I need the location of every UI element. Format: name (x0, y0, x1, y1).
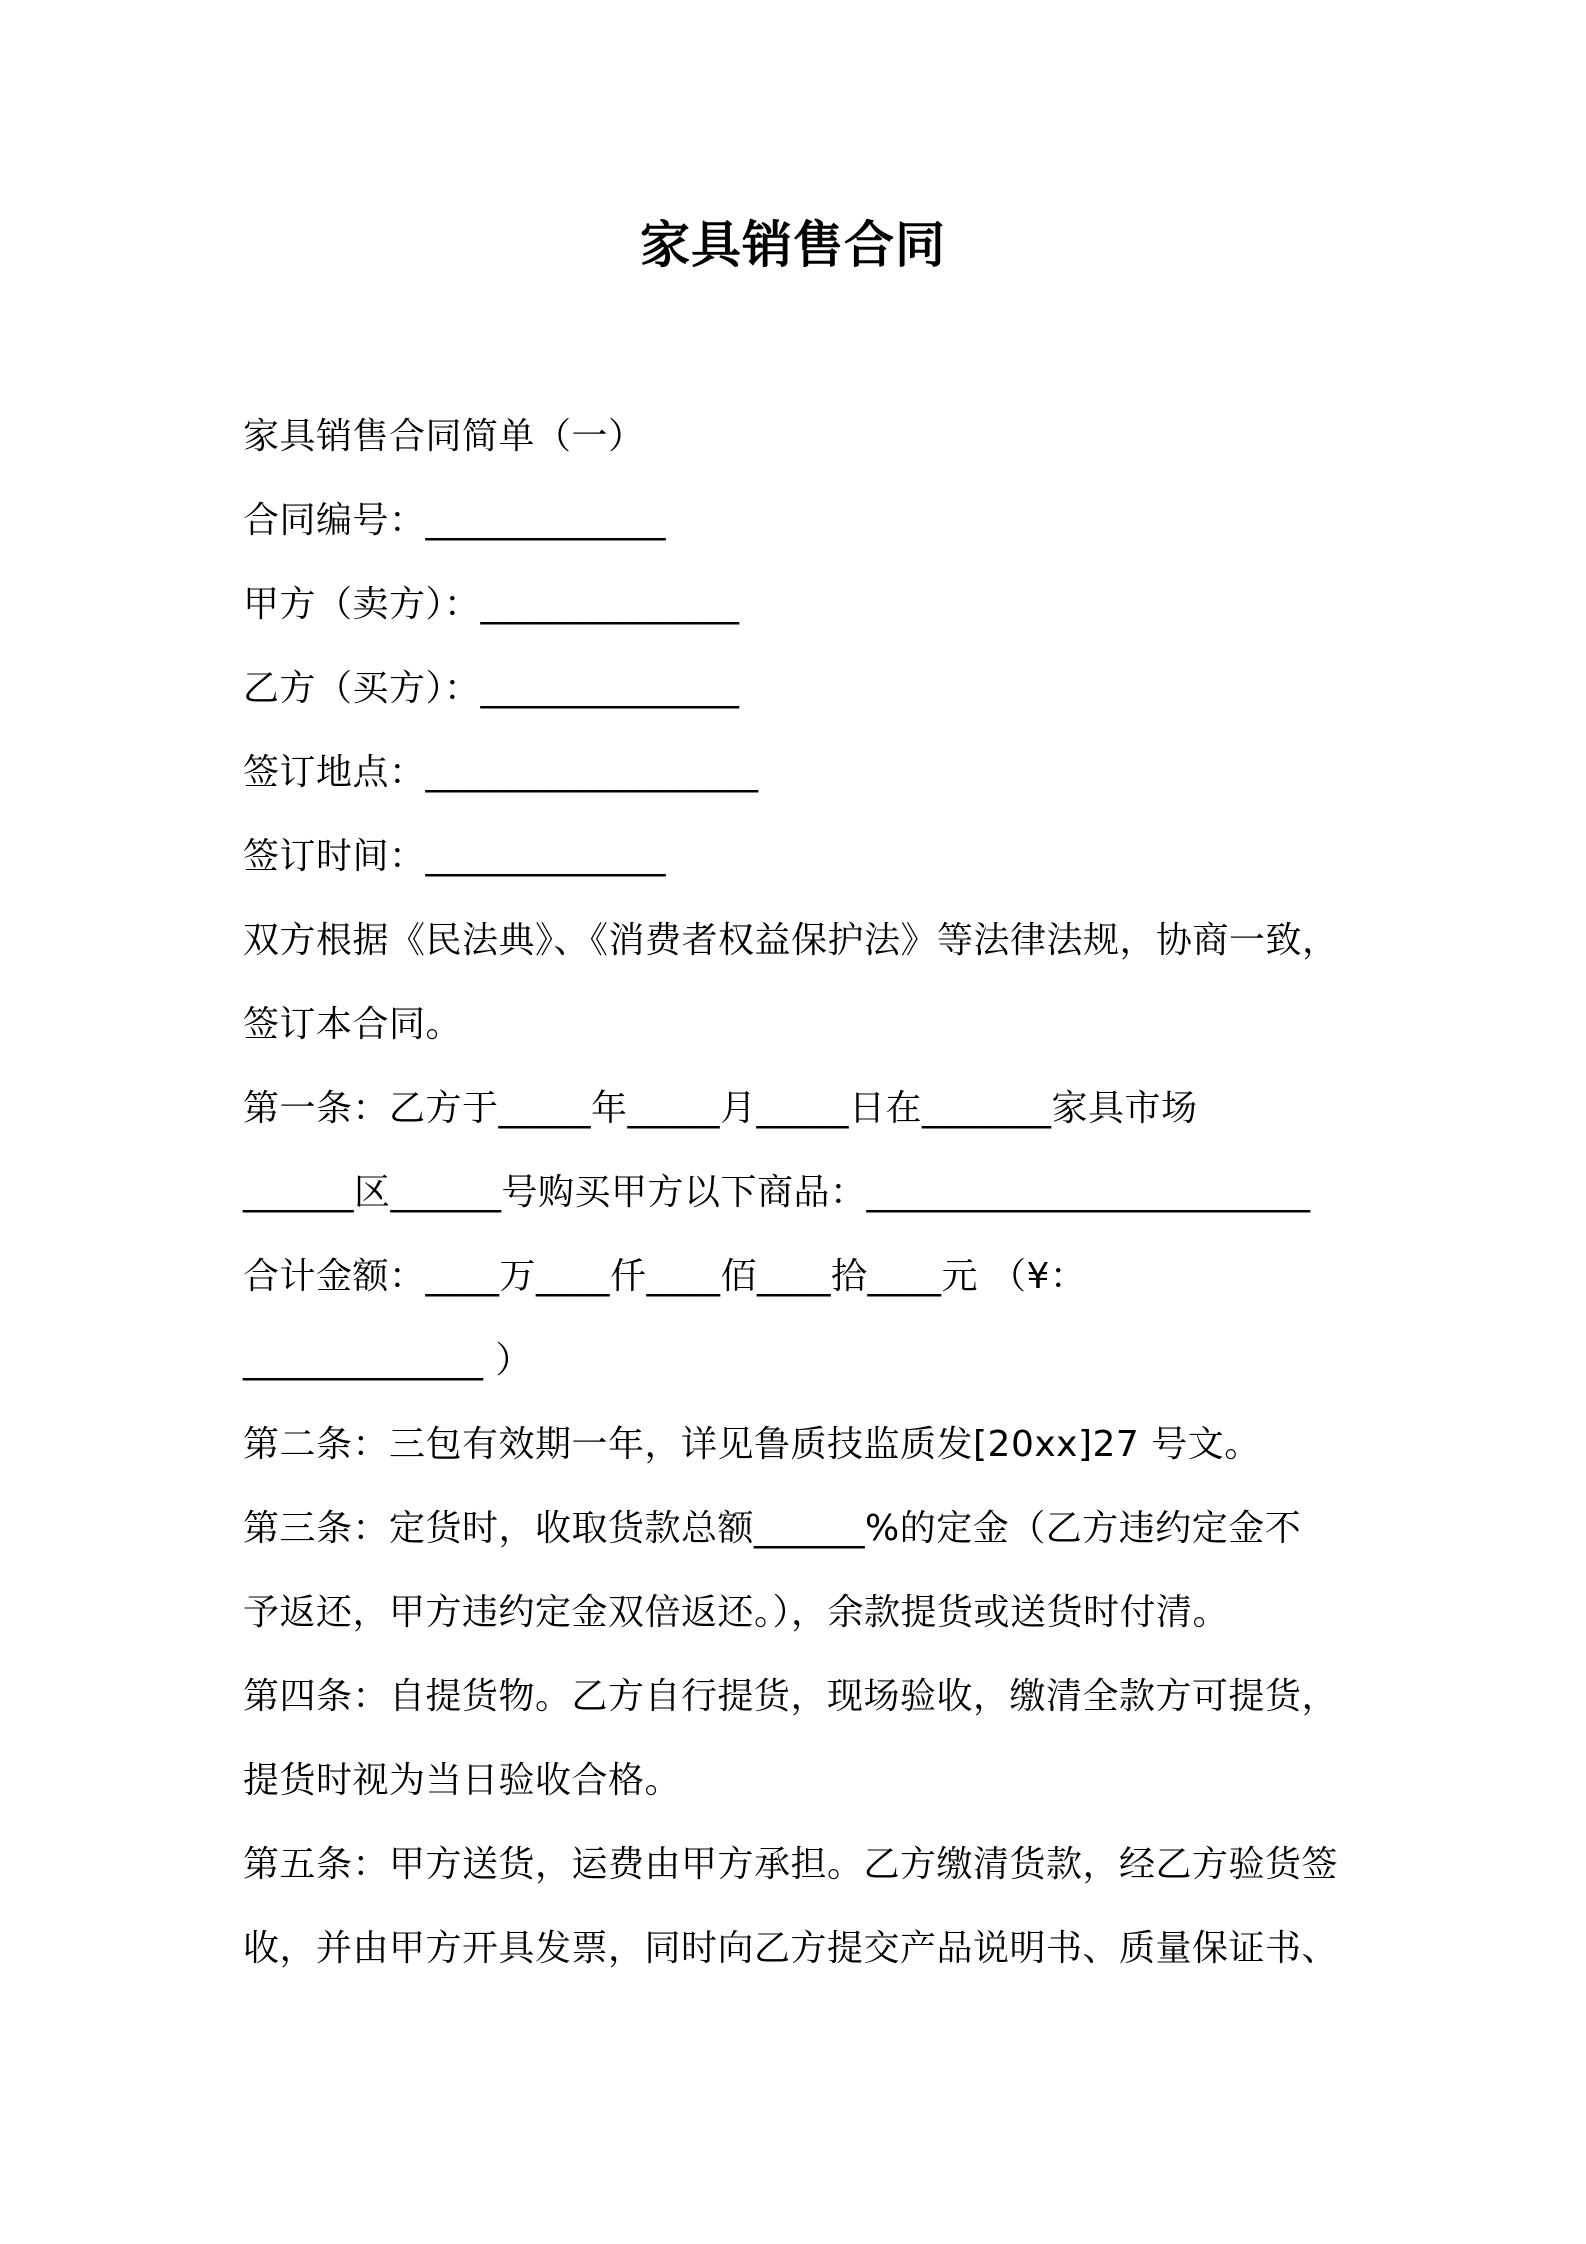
document-title: 家具销售合同 (640, 216, 946, 274)
article-2-line: 第二条：三包有效期一年，详见鲁质技监质发[20xx]27 号文。 (243, 1424, 1261, 1465)
article-5-line-1: 第五条：甲方送货，运费由甲方承担。乙方缴清货款，经乙方验货签 (243, 1844, 1339, 1885)
party-b-line: 乙方（买方）：______________ (243, 668, 740, 709)
contract-subtitle: 家具销售合同简单（一） (243, 416, 645, 457)
article-1-line-2: ______区______号购买甲方以下商品：________________________ (243, 1172, 1311, 1213)
signing-place-line: 签订地点：__________________ (243, 752, 759, 793)
article-4-line-1: 第四条：自提货物。乙方自行提货，现场验收，缴清全款方可提货， (243, 1676, 1339, 1717)
article-4-line-2: 提货时视为当日验收合格。 (243, 1760, 682, 1801)
preamble-line-2: 签订本合同。 (243, 1004, 463, 1045)
article-3-line-2: 予返还，甲方违约定金双倍返还。），余款提货或送货时付清。 (243, 1592, 1230, 1633)
article-3-line-1: 第三条：定货时，收取货款总额______%的定金（乙方违约定金不 (243, 1508, 1302, 1549)
preamble-line-1: 双方根据《民法典》、《消费者权益保护法》等法律法规，协商一致， (243, 920, 1339, 961)
article-1-line-1: 第一条：乙方于_____年_____月_____日在_______家具市场 (243, 1088, 1198, 1129)
signing-time-line: 签订时间：_____________ (243, 836, 667, 877)
party-a-line: 甲方（卖方）：______________ (243, 584, 740, 625)
total-amount-line: 合计金额：____万____仟____佰____拾____元 （¥： (243, 1256, 1087, 1297)
article-5-line-2: 收，并由甲方开具发票，同时向乙方提交产品说明书、质量保证书、 (243, 1928, 1339, 1969)
total-amount-figure-line: _____________ ） (243, 1340, 532, 1381)
contract-number-line: 合同编号：_____________ (243, 500, 667, 541)
